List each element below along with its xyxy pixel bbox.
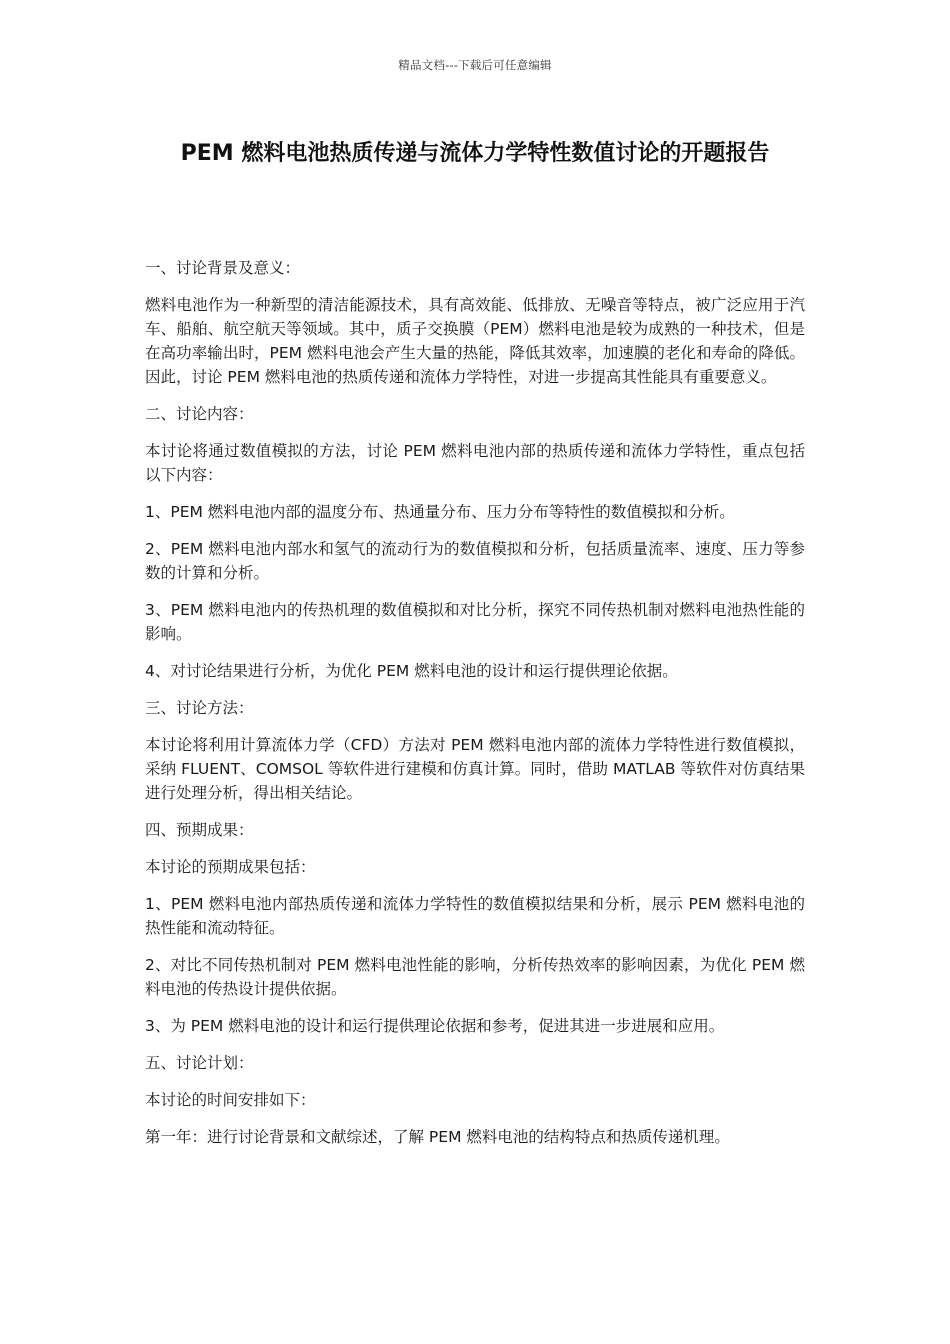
section-heading-plan: 五、讨论计划： [145, 1054, 254, 1072]
section-heading-method: 三、讨论方法： [145, 699, 254, 717]
paragraph-content-intro: 本讨论将通过数值模拟的方法，讨论 PEM 燃料电池内部的热质传递和流体力学特性，重点包括以下内容： [145, 442, 805, 484]
paragraph-background: 燃料电池作为一种新型的清洁能源技术，具有高效能、低排放、无噪音等特点，被广泛应用于汽车、船舶、航空航天等领域。其中，质子交换膜（PEM）燃料电池是较为成熟的一种技术，但是在高功率输出时，PEM 燃料电池会产生大量的热能，降低其效率，加速膜的老化和寿命的降低。因此，讨论 PEM 燃料电池的热质传递和流体力学特性，对进一步提高其性能具有重要意义。 [145, 296, 805, 386]
document-title: PEM 燃料电池热质传递与流体力学特性数值讨论的开题报告 [180, 141, 770, 166]
paragraph-plan-intro: 本讨论的时间安排如下： [145, 1091, 316, 1109]
paragraph-results-intro: 本讨论的预期成果包括： [145, 858, 316, 876]
header-note: 精品文档---下载后可任意编辑 [398, 58, 552, 72]
list-item-content-2: 2、PEM 燃料电池内部水和氢气的流动行为的数值模拟和分析，包括质量流率、速度、压力等参数的计算和分析。 [145, 540, 805, 582]
section-heading-background: 一、讨论背景及意义： [145, 259, 301, 277]
list-item-results-3: 3、为 PEM 燃料电池的设计和运行提供理论依据和参考，促进其进一步进展和应用。 [145, 1017, 725, 1035]
document-body [145, 256, 805, 1162]
paragraph-plan-year-1: 第一年：进行讨论背景和文献综述，了解 PEM 燃料电池的结构特点和热质传递机理。 [145, 1128, 730, 1146]
section-heading-content: 二、讨论内容： [145, 405, 254, 423]
list-item-content-1: 1、PEM 燃料电池内部的温度分布、热通量分布、压力分布等特性的数值模拟和分析。 [145, 503, 735, 521]
list-item-content-3: 3、PEM 燃料电池内的传热机理的数值模拟和对比分析，探究不同传热机制对燃料电池热性能的影响。 [145, 601, 805, 643]
section-heading-results: 四、预期成果： [145, 821, 254, 839]
list-item-content-4: 4、对讨论结果进行分析，为优化 PEM 燃料电池的设计和运行提供理论依据。 [145, 662, 678, 680]
list-item-results-2: 2、对比不同传热机制对 PEM 燃料电池性能的影响，分析传热效率的影响因素，为优化 PEM 燃料电池的传热设计提供依据。 [145, 956, 805, 998]
list-item-results-1: 1、PEM 燃料电池内部热质传递和流体力学特性的数值模拟结果和分析，展示 PEM 燃料电池的热性能和流动特征。 [145, 895, 805, 937]
paragraph-method: 本讨论将利用计算流体力学（CFD）方法对 PEM 燃料电池内部的流体力学特性进行数值模拟，采纳 FLUENT、COMSOL 等软件进行建模和仿真计算。同时，借助 MATLAB 等软件对仿真结果进行处理分析，得出相关结论。 [145, 736, 805, 802]
